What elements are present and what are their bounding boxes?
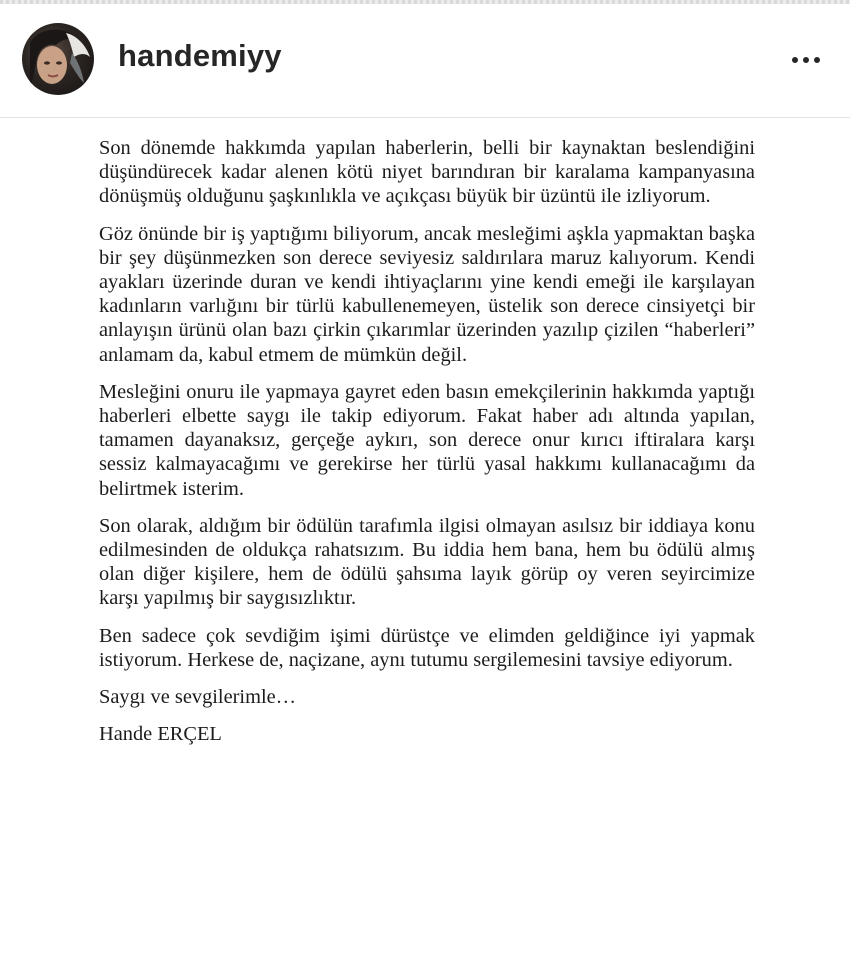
avatar-image: [22, 23, 94, 95]
letter-paragraph: Mesleğini onuru ile yapmaya gayret eden basın emekçilerinin hakkımda yaptığı haberleri elbette saygı ile takip ediyorum. Fakat haber adı altında yapılan, tamamen dayanaksız, gerçeğe aykırı, son derece onur kırıcı iftiralara karşı sessiz kalmayacağımı ve gerekirse her türlü yasal hakkımı kullanacağımı da belirtmek isterim.: [99, 380, 755, 500]
letter-paragraph: Son dönemde hakkımda yapılan haberlerin, belli bir kaynaktan beslendiğini düşündürecek kadar alenen kötü niyet barındıran bir karalama kampanyasına dönüşmüş olduğunu şaşkınlıkla ve açıkçası büyük bir üzüntü ile izliyorum.: [99, 137, 755, 208]
profile-avatar[interactable]: [22, 23, 94, 95]
more-options-button[interactable]: [786, 44, 826, 76]
letter-paragraph: Ben sadece çok sevdiğim işimi dürüstçe ve elimden geldiğince iyi yapmak istiyorum. Herkese de, naçizane, aynı tutumu sergilemesini tavsiye ediyorum.: [99, 624, 755, 671]
letter-paragraph: Göz önünde bir iş yaptığımı biliyorum, ancak mesleğimi aşkla yapmaktan başka bir şey düşünmezken son derece seviyesiz saldırılara maruz kalıyorum. Kendi ayakları üzerinde duran ve kendi ihtiyaçlarını yine kendi emeği ile karşılayan kadınların varlığını bir türlü kabullenemeyen, üstelik son derece cinsiyetçi bir anlayışın ürünü olan bazı çirkin çıkarımlar üzerinden yazılıp çizilen “haberleri” anlamam da, kabul etmem de mümkün değil.: [99, 222, 755, 366]
statement-letter: [99, 136, 755, 759]
letter-closing: Saygı ve sevgilerimle…: [99, 686, 297, 709]
more-horizontal-icon: [792, 57, 798, 63]
more-horizontal-icon: [803, 57, 809, 63]
header-divider: [0, 117, 850, 118]
post-username[interactable]: handemiyy: [118, 38, 282, 73]
letter-paragraph: Son olarak, aldığım bir ödülün tarafımla ilgisi olmayan asılsız bir iddiaya konu edilmesinden de oldukça rahatsızım. Bu iddia hem bana, hem bu ödülü almış olan diğer kişilere, hem de ödülü şahsıma layık görüp oy veren seyircimize karşı yapılmış bir saygısızlıktır.: [99, 514, 755, 610]
post-header: [0, 4, 850, 116]
letter-signature: Hande ERÇEL: [99, 723, 222, 746]
more-horizontal-icon: [814, 57, 820, 63]
